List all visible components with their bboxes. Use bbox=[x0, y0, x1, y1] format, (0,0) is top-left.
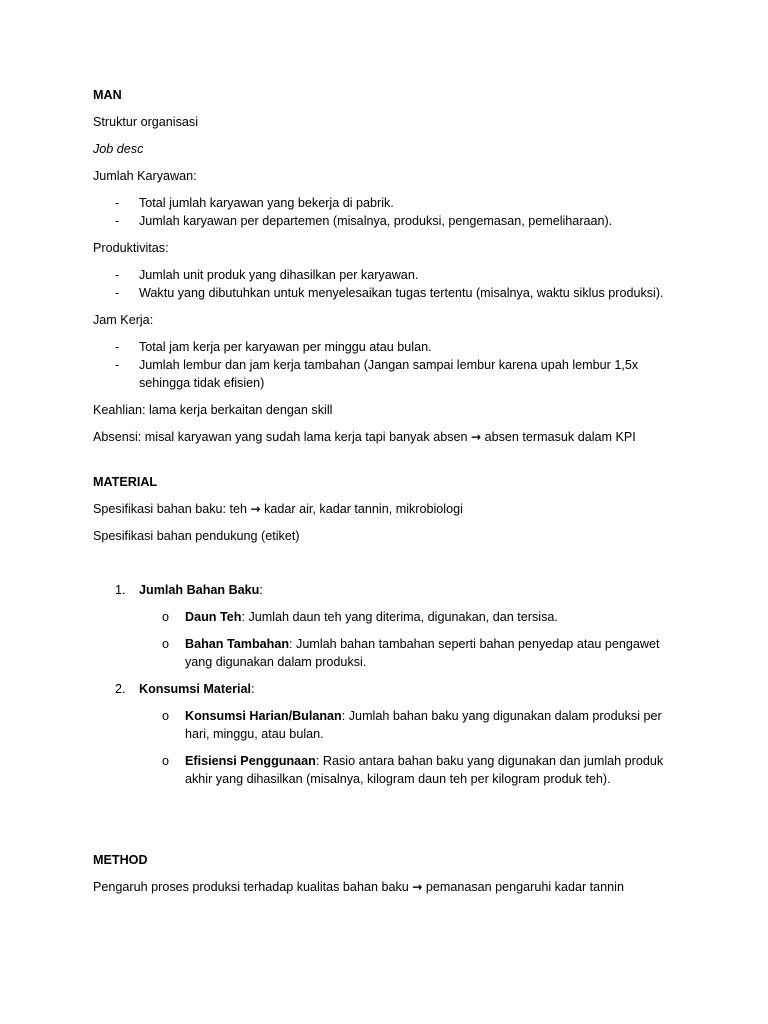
item-title: Jumlah Bahan Baku bbox=[139, 583, 260, 597]
list-item: - Jumlah karyawan per departemen (misalnya, produksi, pengemasan, pemeliharaan). bbox=[115, 214, 613, 228]
man-heading: MAN bbox=[93, 88, 122, 102]
item-number: 1. bbox=[115, 583, 126, 597]
dash-marker: - bbox=[115, 358, 120, 372]
list-item: - Jumlah lembur dan jam kerja tambahan (Jangan sampai lembur karena upah lembur 1,5x sehingga tidak efisien) bbox=[115, 358, 639, 390]
struktur-organisasi: Struktur organisasi bbox=[93, 115, 198, 129]
method-heading: METHOD bbox=[93, 853, 148, 867]
jumlah-karyawan-list bbox=[93, 194, 673, 230]
list-item: - Total jumlah karyawan yang bekerja di pabrik. bbox=[115, 196, 394, 210]
dash-marker: - bbox=[115, 340, 120, 354]
dash-marker: - bbox=[115, 286, 120, 300]
list-item: - Jumlah unit produk yang dihasilkan per karyawan. bbox=[115, 268, 419, 282]
sub-list bbox=[139, 608, 673, 671]
arrow-right-icon: → bbox=[412, 880, 423, 894]
spacer bbox=[93, 554, 673, 581]
spacer bbox=[93, 455, 673, 473]
spacer bbox=[93, 797, 673, 851]
produktivitas-label: Produktivitas: bbox=[93, 241, 169, 255]
produktivitas-list bbox=[93, 266, 673, 302]
sub-list-item: o Konsumsi Harian/Bulanan: Jumlah bahan baku yang digunakan dalam produksi per hari, minggu, atau bulan. bbox=[162, 709, 662, 741]
arrow-right-icon: → bbox=[250, 502, 261, 516]
jam-kerja-list bbox=[93, 338, 673, 392]
circle-bullet-icon: o bbox=[162, 637, 170, 651]
keahlian-text: Keahlian: lama kerja berkaitan dengan skill bbox=[93, 403, 333, 417]
pengaruh-proses-text: Pengaruh proses produksi terhadap kualitas bahan baku → pemanasan pengaruhi kadar tannin bbox=[93, 880, 624, 894]
job-desc: Job desc bbox=[93, 142, 144, 156]
absensi-text: Absensi: misal karyawan yang sudah lama kerja tapi banyak absen → absen termasuk dalam KPI bbox=[93, 430, 636, 444]
dash-marker: - bbox=[115, 196, 120, 210]
sub-list-item: o Efisiensi Penggunaan: Rasio antara bahan baku yang digunakan dan jumlah produk akhir yang dihasilkan (misalnya, kilogram daun teh per kilogram produk teh). bbox=[162, 754, 664, 786]
material-heading: MATERIAL bbox=[93, 475, 158, 489]
spesifikasi-bahan-pendukung: Spesifikasi bahan pendukung (etiket) bbox=[93, 529, 300, 543]
document-page bbox=[93, 86, 673, 905]
circle-bullet-icon: o bbox=[162, 610, 170, 624]
item-title: Konsumsi Material bbox=[139, 682, 251, 696]
item-number: 2. bbox=[115, 682, 126, 696]
sub-list-item: o Bahan Tambahan: Jumlah bahan tambahan seperti bahan penyedap atau pengawet yang digunakan dalam produksi. bbox=[162, 637, 660, 669]
jam-kerja-label: Jam Kerja: bbox=[93, 313, 154, 327]
numbered-item: 1. Jumlah Bahan Baku: o Daun Teh: Jumlah daun teh yang diterima, digunakan, dan tersisa. o Bahan Tambahan: Jumlah bahan tambahan seperti bahan penyedap atau pengawet yang digunakan dalam produksi. bbox=[93, 581, 673, 671]
spesifikasi-bahan-baku: Spesifikasi bahan baku: teh → kadar air, kadar tannin, mikrobiologi bbox=[93, 502, 463, 516]
material-numbered-list bbox=[93, 581, 673, 788]
arrow-right-icon: → bbox=[471, 430, 482, 444]
jumlah-karyawan-label: Jumlah Karyawan: bbox=[93, 169, 197, 183]
dash-marker: - bbox=[115, 268, 120, 282]
dash-marker: - bbox=[115, 214, 120, 228]
numbered-item: 2. Konsumsi Material: o Konsumsi Harian/Bulanan: Jumlah bahan baku yang digunakan dalam produksi per hari, minggu, atau bulan. o Efisiensi Penggunaan: Rasio antara bahan baku yang digunakan dan jumlah produk akhir yang dihasilkan (misalnya, kilogram daun teh per kilogram produk teh). bbox=[93, 680, 673, 788]
circle-bullet-icon: o bbox=[162, 754, 170, 768]
list-item: - Total jam kerja per karyawan per minggu atau bulan. bbox=[115, 340, 432, 354]
sub-list bbox=[139, 707, 673, 788]
circle-bullet-icon: o bbox=[162, 709, 170, 723]
sub-list-item: o Daun Teh: Jumlah daun teh yang diterima, digunakan, dan tersisa. bbox=[162, 610, 558, 624]
list-item: - Waktu yang dibutuhkan untuk menyelesaikan tugas tertentu (misalnya, waktu siklus produksi). bbox=[115, 286, 664, 300]
